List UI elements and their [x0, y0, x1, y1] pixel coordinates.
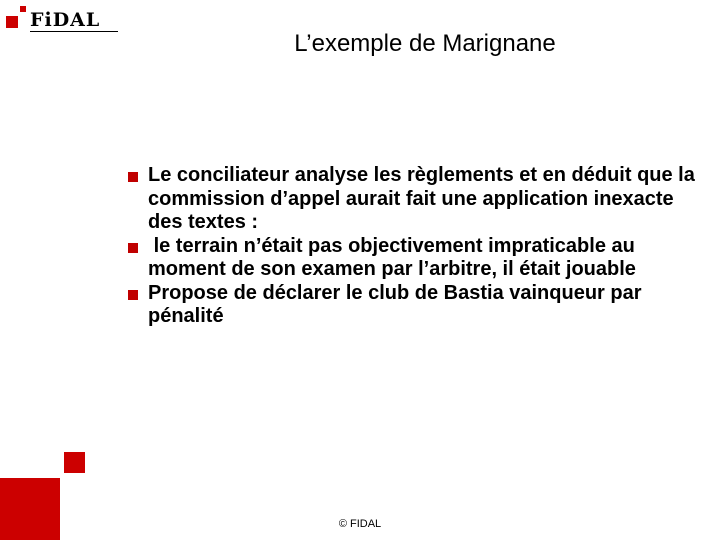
logo-text: FiDAL: [30, 9, 101, 31]
bullet-square-icon: [128, 172, 138, 182]
logo-red-square-small: [20, 6, 26, 12]
footer-copyright: © FIDAL: [338, 518, 382, 530]
decorative-red-square: [64, 452, 85, 473]
bullet-item: [128, 235, 698, 282]
bullet-square-icon: [128, 290, 138, 300]
bullet-square-icon: [128, 243, 138, 253]
bullet-item: [128, 282, 698, 329]
decorative-red-block: [0, 478, 60, 540]
bullet-text: le terrain n’était pas objectivement impraticable au moment de son examen par l’arbitre, il était jouable: [148, 234, 641, 280]
slide-title: L’exemple de Marignane: [294, 30, 556, 57]
bullet-text: Le conciliateur analyse les règlements et en déduit que la commission d’appel aurait fait une application inexacte des textes :: [148, 164, 695, 233]
bullet-item: [128, 164, 698, 235]
bullet-text: Propose de déclarer le club de Bastia vainqueur par pénalité: [148, 281, 642, 327]
fidal-logo: [6, 6, 118, 32]
logo-red-square-large: [6, 16, 18, 28]
bullet-list: [128, 164, 698, 329]
